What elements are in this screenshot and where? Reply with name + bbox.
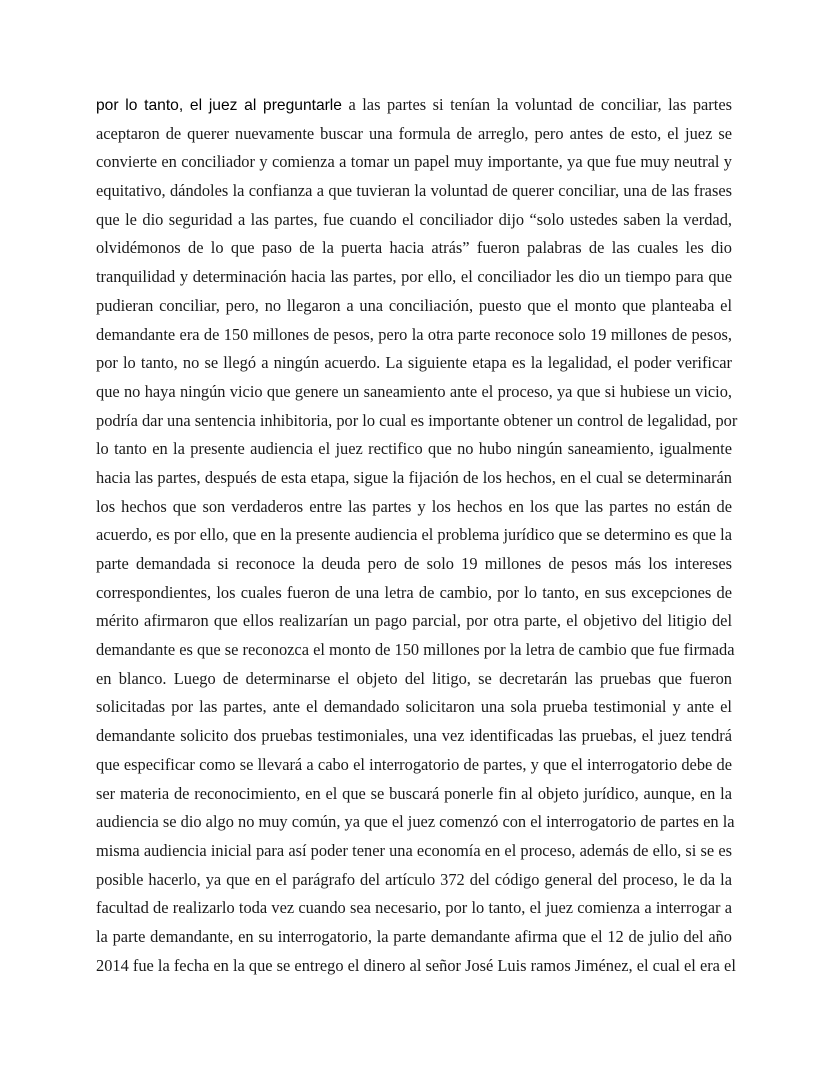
text-line-18: correspondientes, los cuales fueron de una letra de cambio, por lo tanto, en sus excepciones de <box>96 582 732 602</box>
text-line-19: mérito afirmaron que ellos realizarían un pago parcial, por otra parte, el objetivo del litigio del <box>96 611 732 631</box>
text-line-5: que le dio seguridad a las partes, fue cuando el conciliador dijo “solo ustedes saben la verdad, <box>96 209 732 229</box>
text-line-20: demandante es que se reconozca el monto de 150 millones por la letra de cambio que fue firmada <box>96 640 735 660</box>
text-line-25: ser materia de reconocimiento, en el que se buscará ponerle fin al objeto jurídico, aunque, en la <box>96 783 732 803</box>
text-line-8: pudieran conciliar, pero, no llegaron a una conciliación, puesto que el monto que planteaba el <box>96 295 732 315</box>
text-line-27: misma audiencia inicial para así poder tener una economía en el proceso, además de ello, si se es <box>96 840 732 860</box>
text-line-23: demandante solicito dos pruebas testimoniales, una vez identificadas las pruebas, el juez tendrá <box>96 726 732 746</box>
text-line-26: audiencia se dio algo no muy común, ya que el juez comenzó con el interrogatorio de partes en la <box>96 812 735 832</box>
document-page <box>96 91 738 980</box>
text-line-15: los hechos que son verdaderos entre las partes y los hechos en los que las partes no están de <box>96 496 732 516</box>
text-line-30: la parte demandante, en su interrogatorio, la parte demandante afirma que el 12 de julio del año <box>96 926 732 946</box>
text-line-28: posible hacerlo, ya que en el parágrafo del artículo 372 del código general del proceso, le da la <box>96 869 732 889</box>
text-line-29: facultad de realizarlo toda vez cuando sea necesario, por lo tanto, el juez comienza a interrogar a <box>96 898 732 918</box>
text-line-9: demandante era de 150 millones de pesos, pero la otra parte reconoce solo 19 millones de pesos, <box>96 324 732 344</box>
text-line-4: equitativo, dándoles la confianza a que tuvieran la voluntad de querer conciliar, una de las frases <box>96 181 732 201</box>
text-line-13: lo tanto en la presente audiencia el juez rectifico que no hubo ningún saneamiento, igualmente <box>96 439 732 459</box>
text-line-24: que especificar como se llevará a cabo el interrogatorio de partes, y que el interrogatorio debe de <box>96 754 732 774</box>
text-line-22: solicitadas por las partes, ante el demandado solicitaron una sola prueba testimonial y ante el <box>96 697 732 717</box>
text-line-2: aceptaron de querer nuevamente buscar una formula de arreglo, pero antes de esto, el juez se <box>96 123 732 143</box>
text-line-10: por lo tanto, no se llegó a ningún acuerdo. La siguiente etapa es la legalidad, el poder verificar <box>96 353 732 373</box>
text-line-7: tranquilidad y determinación hacia las partes, por ello, el conciliador les dio un tiempo para que <box>96 267 732 287</box>
text-line-14: hacia las partes, después de esta etapa, sigue la fijación de los hechos, en el cual se determinarán <box>96 467 732 487</box>
text-line-17: parte demandada si reconoce la deuda pero de solo 19 millones de pesos más los intereses <box>96 554 732 573</box>
text-line-31: 2014 fue la fecha en la que se entrego el dinero al señor José Luis ramos Jiménez, el cual el era el <box>96 955 736 975</box>
text-line-6: olvidémonos de lo que paso de la puerta hacia atrás” fueron palabras de las cuales les dio <box>96 238 732 258</box>
text-line-1-rest: a las partes si tenían la voluntad de conciliar, las partes <box>348 95 732 114</box>
text-line-21: en blanco. Luego de determinarse el objeto del litigo, se decretarán las pruebas que fueron <box>96 668 732 688</box>
text-line-1 <box>96 91 732 120</box>
text-line-12: podría dar una sentencia inhibitoria, por lo cual es importante obtener un control de legalidad, por <box>96 410 738 430</box>
lead-phrase: por lo tanto, el juez al preguntarle <box>96 97 342 114</box>
text-line-3: convierte en conciliador y comienza a tomar un papel muy importante, ya que fue muy neutral y <box>96 152 732 172</box>
text-line-16: acuerdo, es por ello, que en la presente audiencia el problema jurídico que se determino es que la <box>96 525 732 545</box>
text-line-11: que no haya ningún vicio que genere un saneamiento ante el proceso, ya que si hubiese un vicio, <box>96 381 732 401</box>
